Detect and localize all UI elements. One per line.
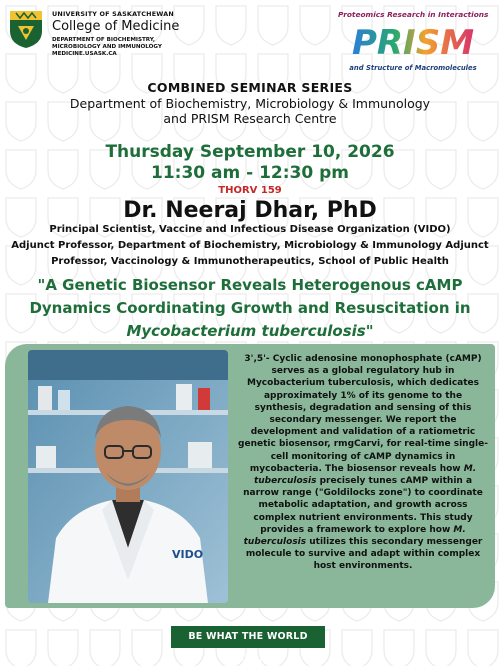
footer-tagline-badge: BE WHAT THE WORLD NEEDS (171, 626, 325, 648)
speaker-affiliation-line-3: Professor, Vaccinology & Immunotherapeutics, School of Public Health (51, 256, 449, 267)
talk-title-line-3: Mycobacterium tuberculosis" (126, 322, 374, 340)
abstract-species-1: M. tuberculosis (253, 463, 477, 487)
prism-logo-block (338, 10, 488, 80)
talk-title-line-2: Dynamics Coordinating Growth and Resuscitation in (29, 299, 471, 317)
prism-logo (350, 20, 476, 62)
seminar-series-heading: COMBINED SEMINAR SERIES (147, 80, 353, 95)
event-time: 11:30 am - 12:30 pm (150, 163, 350, 183)
prism-tagline-top: Proteomics Research in Interactions (338, 10, 489, 19)
speaker-coat-logo: VIDO (172, 548, 204, 561)
department-line-1: DEPARTMENT OF BIOCHEMISTRY, (52, 37, 156, 43)
speaker-name: Dr. Neeraj Dhar, PhD (123, 198, 377, 223)
talk-title-line-1: "A Genetic Biosensor Reveals Heterogenous cAMP (37, 276, 463, 294)
event-room: THORV 159 (218, 185, 282, 196)
abstract-text-part-1: 3',5'- Cyclic adenosine monophosphate (cAMP) serves as a global regulatory hub in Mycobacterium tuberculosis, which dedicates approximately 1% of its genome to the synthesis, degradation and sensing of this secondary messenger. We report the development and validation of a ratiometric genetic biosensor, rmgCarvi, for real-time single-cell monitoring of cAMP dynamics in mycobacteria. The biosensor reveals how (238, 354, 488, 474)
college-url: MEDICINE.USASK.CA (52, 51, 117, 57)
speaker-photo (28, 350, 228, 603)
usask-crest-icon (8, 9, 44, 49)
host-department-line-2: and PRISM Research Centre (163, 111, 337, 126)
department-line-2: MICROBIOLOGY AND IMMUNOLOGY (52, 44, 162, 50)
abstract-species-2: M. tuberculosis (243, 524, 466, 548)
abstract-text (237, 353, 489, 573)
speaker-affiliation-line-1: Principal Scientist, Vaccine and Infectious Disease Organization (VIDO) (49, 224, 451, 235)
university-name: UNIVERSITY OF SASKATCHEWAN (52, 10, 174, 18)
abstract-text-part-3: utilizes this secondary messenger molecule to survive and adapt within complex host environments. (245, 537, 483, 572)
usask-college-header (8, 9, 208, 79)
host-department-line-1: Department of Biochemistry, Microbiology & Immunology (69, 96, 431, 111)
speaker-affiliation-line-2: Adjunct Professor, Department of Biochemistry, Microbiology & Immunology Adjunct (11, 240, 489, 251)
abstract-text-part-2: precisely tunes cAMP within a narrow range ("Goldilocks zone") to coordinate metabolic adaptation, and growth across complex nutrient environments. This study provides a framework to explore how (243, 476, 483, 535)
prism-tagline-bottom: and Structure of Macromolecules (349, 64, 477, 72)
event-date: Thursday September 10, 2026 (105, 142, 395, 162)
college-name: College of Medicine (52, 19, 180, 34)
prism-logo-text: PRISM (351, 23, 475, 62)
